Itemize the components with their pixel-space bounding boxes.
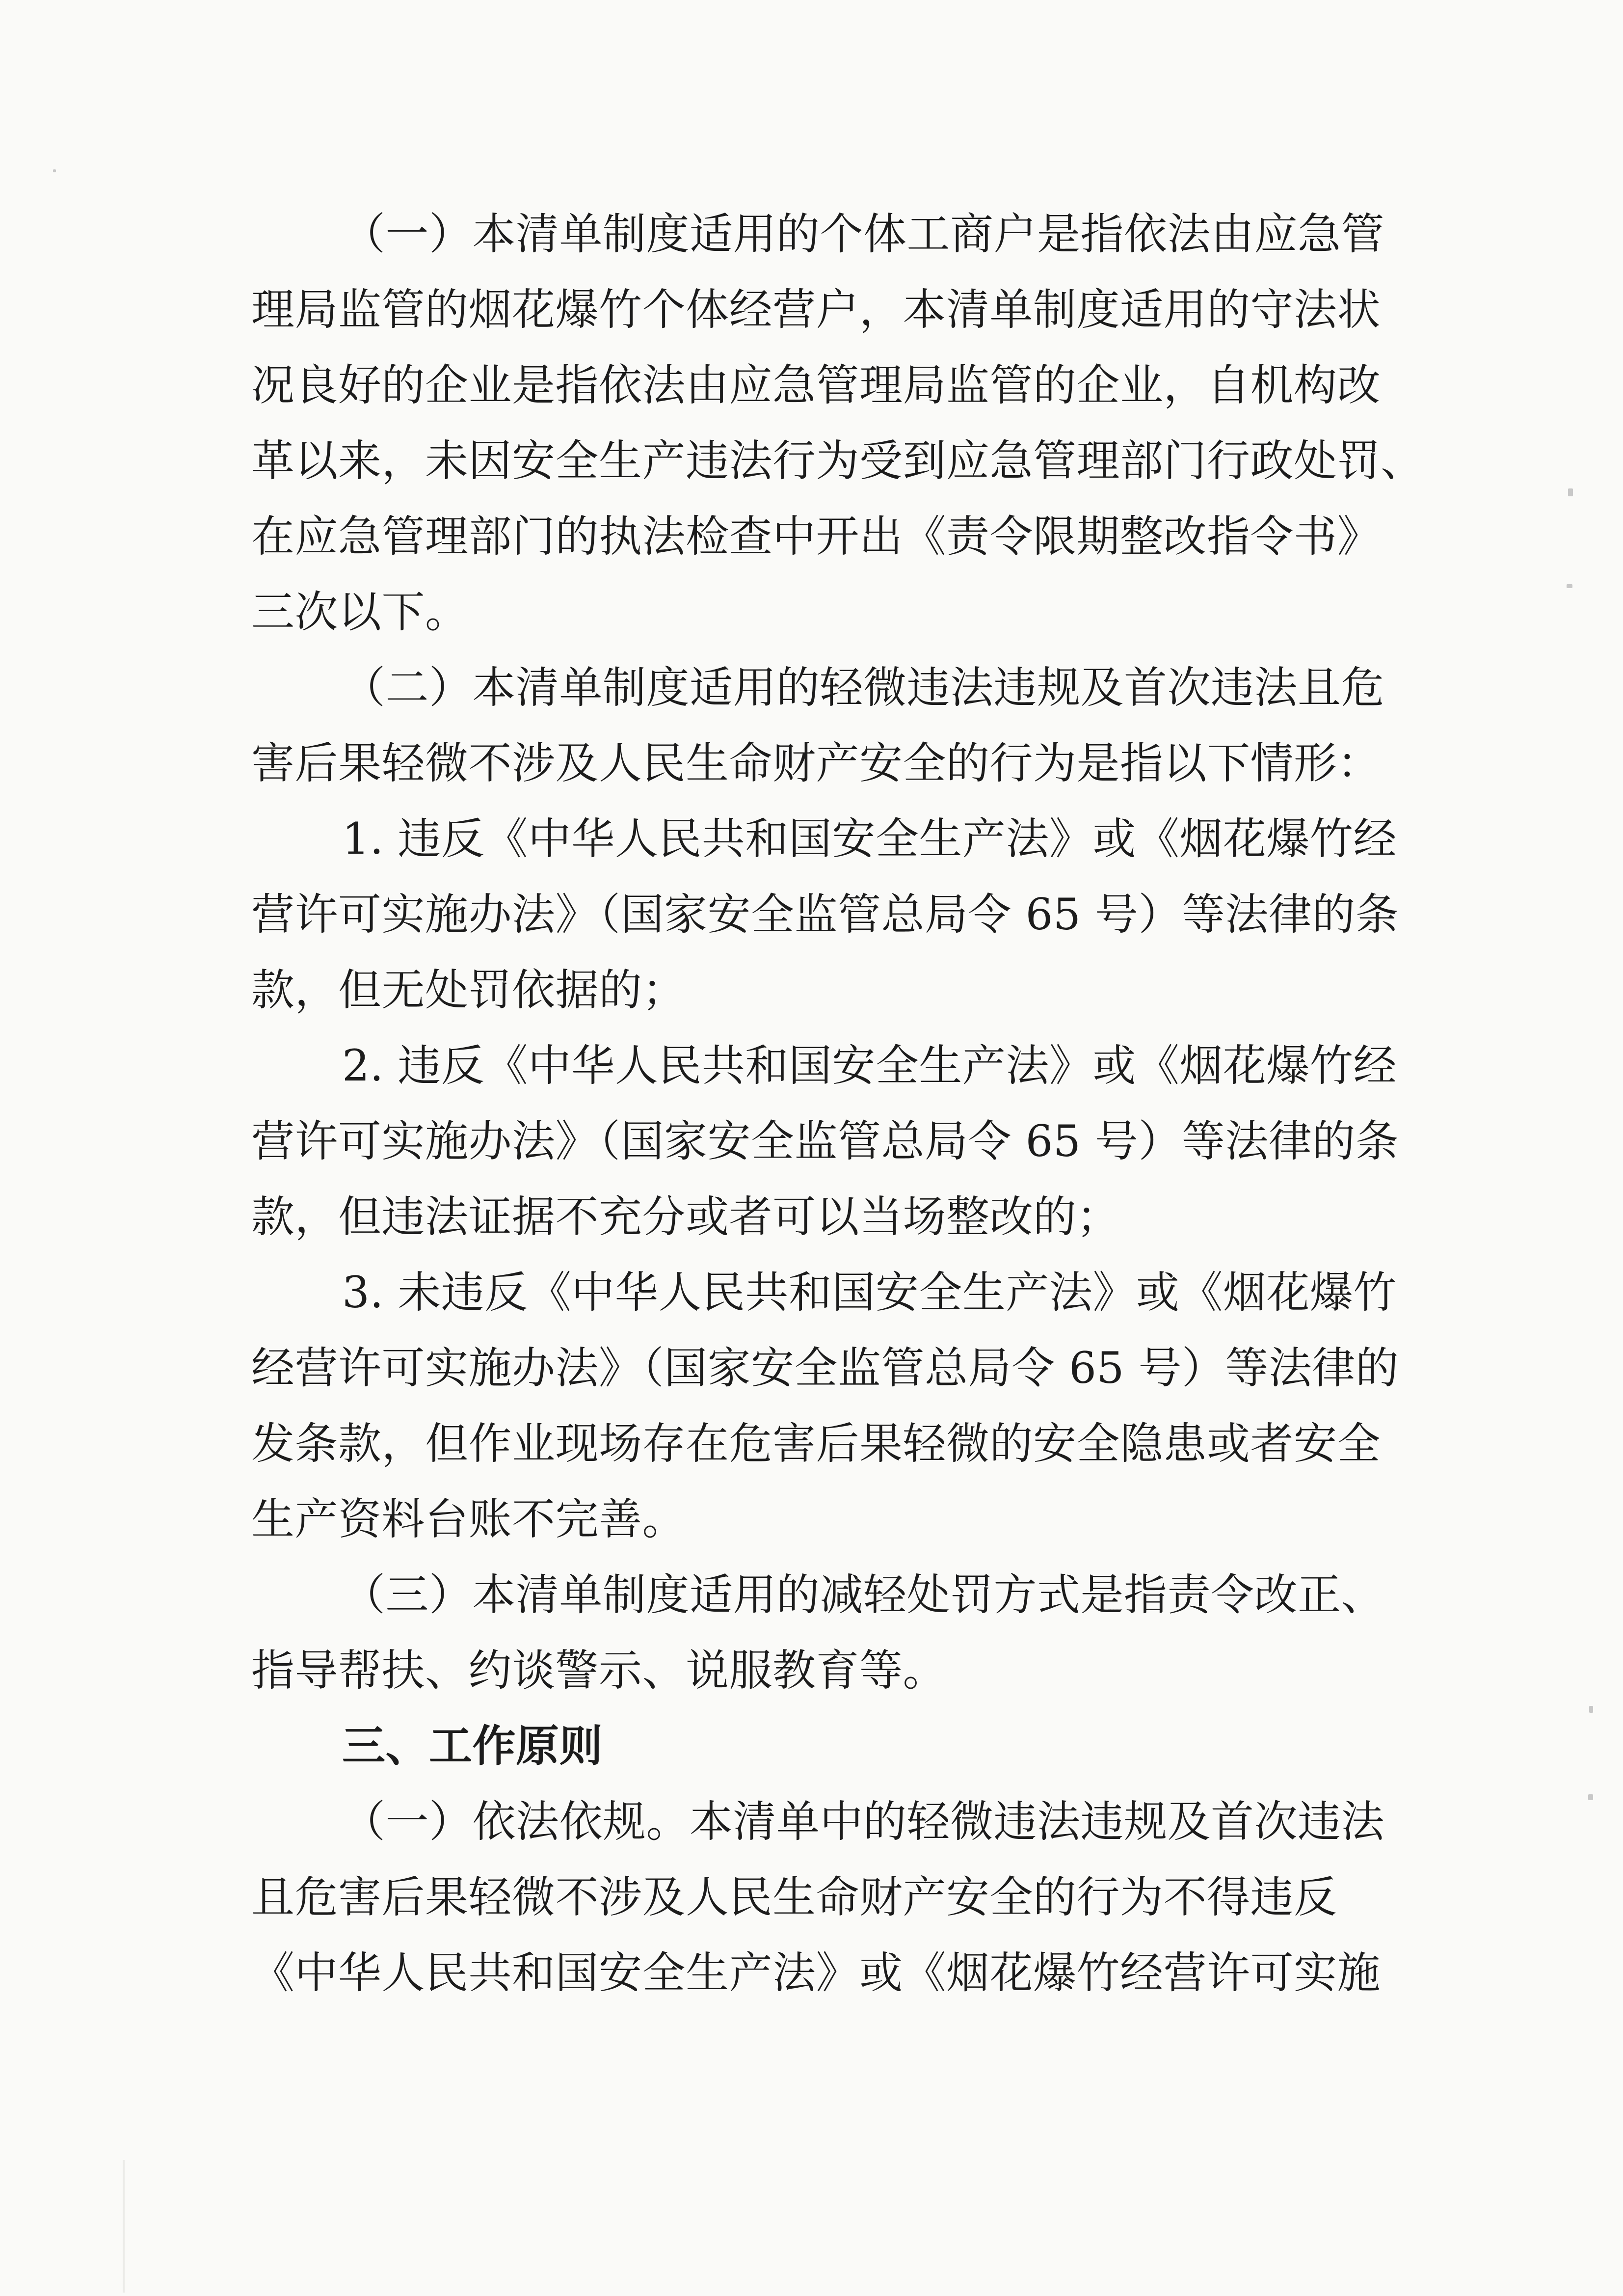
- scan-speck: [1567, 584, 1572, 588]
- paragraph-line: （一）本清单制度适用的个体工商户是指依法由应急管: [342, 209, 1385, 259]
- paragraph-line: （三）本清单制度适用的减轻处罚方式是指责令改正、: [342, 1569, 1385, 1620]
- paragraph-line: 革以来，未因安全生产违法行为受到应急管理部门行政处罚、: [251, 435, 1424, 486]
- list-item-line: 经营许可实施办法》（国家安全监管总局令 65 号）等法律的: [251, 1343, 1399, 1393]
- paragraph-line: 在应急管理部门的执法检查中开出《责令限期整改指令书》: [251, 511, 1381, 562]
- list-item-line: 发条款，但作业现场存在危害后果轻微的安全隐患或者安全: [251, 1418, 1381, 1469]
- list-item-line: 1. 违反《中华人民共和国安全生产法》或《烟花爆竹经: [342, 813, 1397, 864]
- document-body: [251, 196, 1424, 2011]
- paragraph-line: （一）依法依规。本清单中的轻微违法违规及首次违法: [342, 1796, 1385, 1847]
- scan-speck: [1589, 1706, 1593, 1713]
- list-item-line: 营许可实施办法》（国家安全监管总局令 65 号）等法律的条: [251, 889, 1399, 940]
- scan-speck: [1568, 488, 1573, 496]
- paragraph-line: 且危害后果轻微不涉及人民生命财产安全的行为不得违反: [251, 1872, 1337, 1922]
- paragraph-line: 况良好的企业是指依法由应急管理局监管的企业，自机构改: [251, 360, 1381, 410]
- scan-speck: [1588, 1794, 1593, 1800]
- paragraph-line: （二）本清单制度适用的轻微违法违规及首次违法且危: [342, 662, 1385, 713]
- paragraph-line: 害后果轻微不涉及人民生命财产安全的行为是指以下情形：: [251, 738, 1381, 788]
- scan-speck: [53, 169, 56, 172]
- list-item-line: 2. 违反《中华人民共和国安全生产法》或《烟花爆竹经: [342, 1040, 1397, 1091]
- paragraph-line: 三次以下。: [251, 587, 469, 637]
- section-heading: 三、工作原则: [342, 1721, 603, 1771]
- list-item-line: 款，但违法证据不充分或者可以当场整改的；: [251, 1191, 1120, 1242]
- list-item-line: 款，但无处罚依据的；: [251, 965, 686, 1015]
- list-item-line: 营许可实施办法》（国家安全监管总局令 65 号）等法律的条: [251, 1116, 1399, 1166]
- list-item-line: 生产资料台账不完善。: [251, 1494, 686, 1544]
- paragraph-line: 理局监管的烟花爆竹个体经营户，本清单制度适用的守法状: [251, 284, 1381, 335]
- list-item-line: 3. 未违反《中华人民共和国安全生产法》或《烟花爆竹: [342, 1267, 1397, 1318]
- paragraph-line: 《中华人民共和国安全生产法》或《烟花爆竹经营许可实施: [251, 1947, 1381, 1998]
- paragraph-line: 指导帮扶、约谈警示、说服教育等。: [251, 1645, 947, 1696]
- scan-left-edge: [123, 2160, 125, 2293]
